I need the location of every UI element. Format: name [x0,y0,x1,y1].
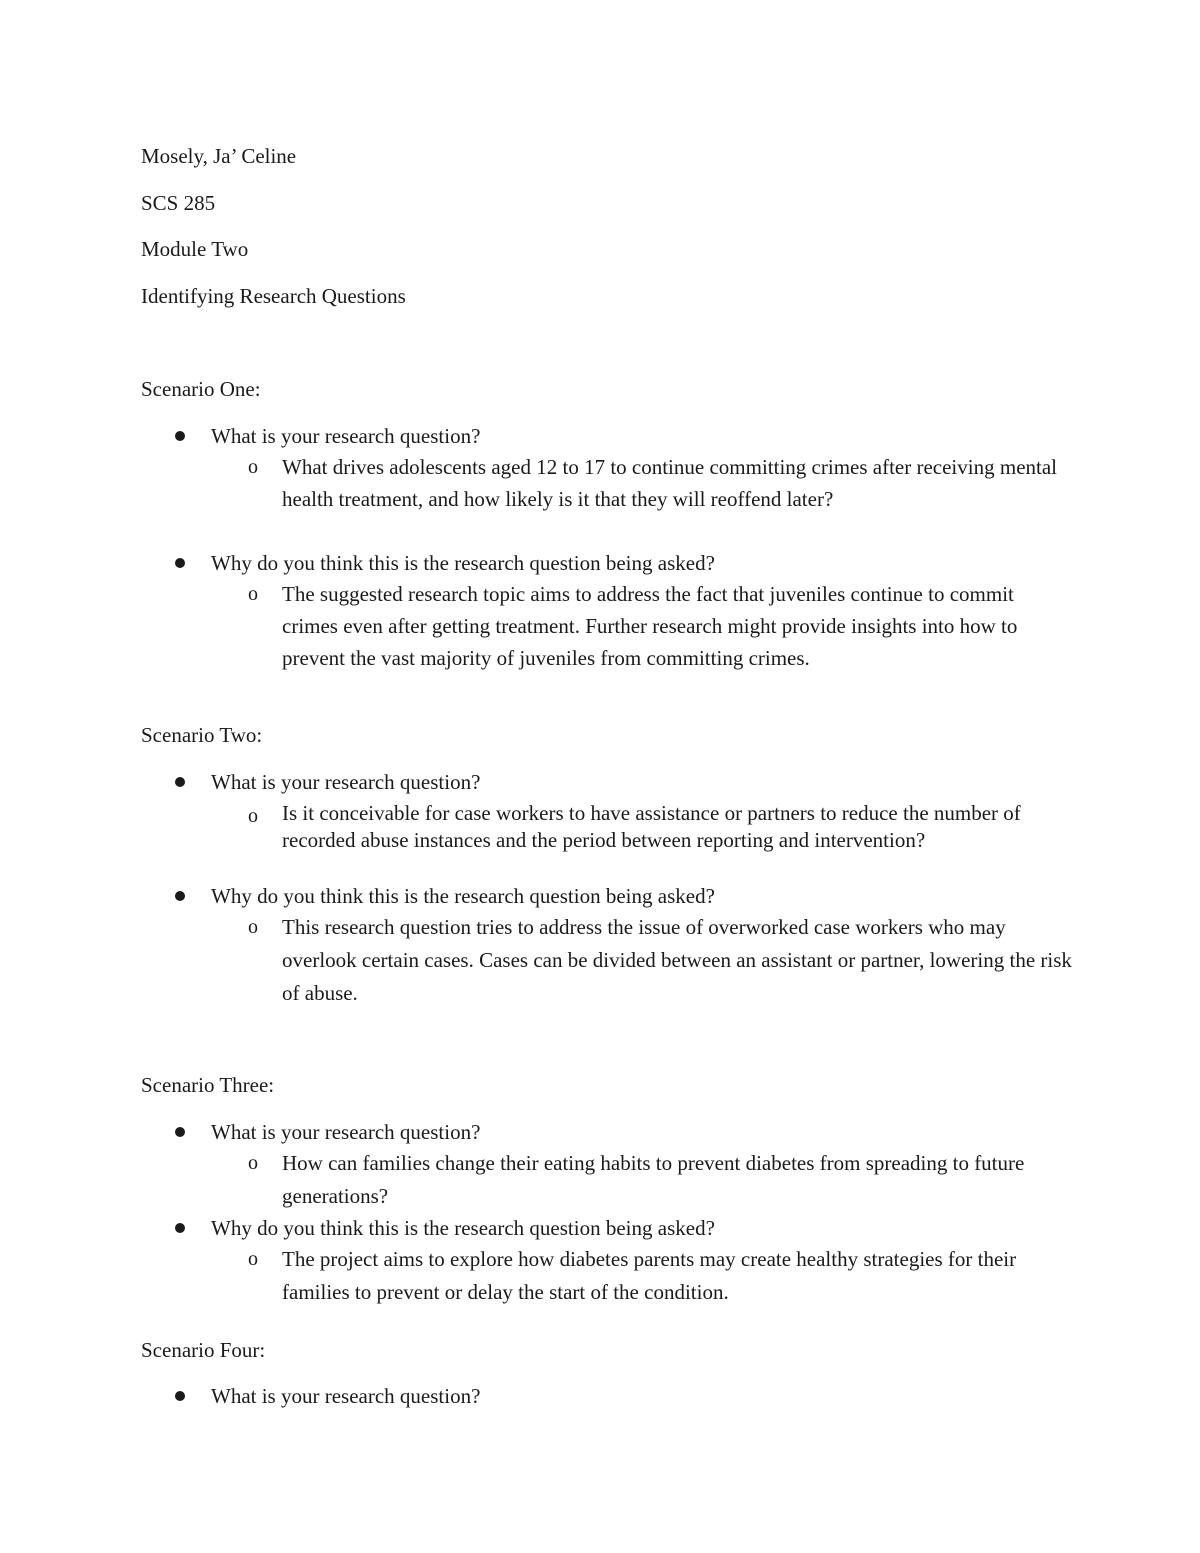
answer-text: Is it conceivable for case workers to have assistance or partners to reduce the number of recorded abuse instances and the period between reporting and intervention? [282,801,1021,852]
question-label: Why do you think this is the research question being asked? [211,1216,715,1240]
course-code: SCS 285 [141,191,216,215]
module-label: Module Two [141,237,249,261]
answer-text: The project aims to explore how diabetes parents may create healthy strategies for their families to prevent or delay the start of the condition. [282,1247,1017,1304]
sub-bullet-icon: o [248,1248,258,1270]
answer-text: The suggested research topic aims to address the fact that juveniles continue to commit crimes even after getting treatment. Further research might provide insights into how to prevent the vast majority of juveniles from committing crimes. [282,582,1018,670]
scenario-four-title: Scenario Four: [141,1338,266,1362]
bullet-icon [175,431,185,441]
bullet-icon [175,1391,185,1401]
sub-bullet-icon: o [248,916,258,938]
student-name: Mosely, Ja’ Celine [141,144,297,168]
answer-text: What drives adolescents aged 12 to 17 to continue committing crimes after receiving mental health treatment, and how likely is it that they will reoffend later? [282,455,1058,511]
sub-bullet-icon: o [248,805,258,827]
bullet-icon [175,1223,185,1233]
assignment-title: Identifying Research Questions [141,284,406,308]
question-label: What is your research question? [211,770,481,794]
question-label: Why do you think this is the research question being asked? [211,551,715,575]
bullet-icon [175,558,185,568]
question-label: What is your research question? [211,1384,481,1408]
sub-bullet-icon: o [248,583,258,605]
question-label: What is your research question? [211,1120,481,1144]
bullet-icon [175,891,185,901]
answer-text: How can families change their eating habits to prevent diabetes from spreading to future generations? [282,1151,1025,1208]
question-label: What is your research question? [211,424,481,448]
question-label: Why do you think this is the research question being asked? [211,884,715,908]
scenario-three-title: Scenario Three: [141,1073,275,1097]
bullet-icon [175,1127,185,1137]
answer-text: This research question tries to address the issue of overworked case workers who may overlook certain cases. Cases can be divided between an assistant or partner, lowering the risk of abuse. [282,915,1072,1005]
scenario-two-title: Scenario Two: [141,723,263,747]
scenario-one-title: Scenario One: [141,377,261,401]
bullet-icon [175,777,185,787]
sub-bullet-icon: o [248,1152,258,1174]
sub-bullet-icon: o [248,456,258,478]
